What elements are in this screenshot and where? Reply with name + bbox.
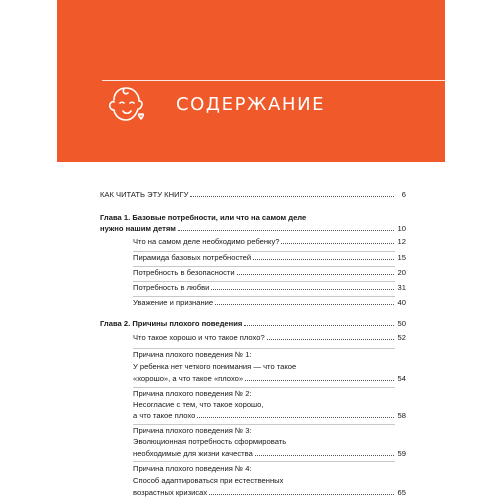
chapter-1-page: 10 (397, 224, 406, 233)
toc-entry-label: Потребность в безопасности (133, 268, 235, 277)
toc-entry-label: «хорошо», а что такое «плохо» (133, 374, 244, 383)
leader-dots (211, 289, 394, 290)
toc-entry-page: 6 (401, 190, 406, 199)
separator (133, 424, 395, 425)
leader-dots (267, 339, 394, 340)
toc-entry-label: Что на самом деле необходимо ребенку? (133, 237, 280, 246)
book-page (57, 0, 445, 500)
toc-entry-label: Потребность в любви (133, 283, 210, 292)
toc-entry-page: 31 (397, 283, 406, 292)
leader-dots (209, 494, 394, 495)
separator (133, 387, 395, 388)
chapter-2-page: 50 (397, 319, 406, 328)
leader-dots (244, 325, 394, 326)
toc-entry-label: а что такое плохо (133, 411, 196, 420)
leader-dots (245, 380, 394, 381)
leader-dots (215, 304, 394, 305)
toc-entry[interactable] (133, 488, 406, 497)
toc-entry-line[interactable]: Причина плохого поведения № 3: (133, 426, 252, 435)
chapter-1-title[interactable]: Глава 1. Базовые потребности, или что на самом деле (100, 213, 307, 222)
toc-entry[interactable] (133, 374, 406, 383)
separator (133, 296, 395, 297)
toc-entry-page: 52 (397, 333, 406, 342)
toc-entry-page: 65 (397, 488, 406, 497)
toc-entry[interactable] (133, 237, 406, 246)
toc-entry-page: 54 (397, 374, 406, 383)
leader-dots (190, 196, 394, 197)
leader-dots (253, 259, 394, 260)
toc-entry-line[interactable]: Причина плохого поведения № 2: (133, 389, 252, 398)
toc-entry-label: необходимые для жизни качества (133, 449, 253, 458)
separator (133, 348, 395, 349)
toc-entry-line[interactable]: У ребенка нет четкого понимания — что такое (133, 362, 297, 371)
toc-entry-line[interactable]: Способ адаптироваться при естественных (133, 476, 284, 485)
toc-entry-label: возрастных кризисах (133, 488, 208, 497)
toc-entry-line[interactable]: Причина плохого поведения № 1: (133, 350, 252, 359)
chapter-2-entry[interactable] (100, 319, 406, 328)
toc-entry-line[interactable]: Эволюционная потребность сформировать (133, 437, 287, 446)
chapter-2-title: Глава 2. Причины плохого поведения (100, 319, 243, 328)
toc-entry[interactable] (133, 333, 406, 342)
contents-header (57, 0, 445, 162)
leader-dots (178, 230, 394, 231)
header-rule (102, 80, 445, 81)
leader-dots (197, 417, 394, 418)
toc-entry[interactable] (133, 253, 406, 262)
toc-entry-page: 15 (397, 253, 406, 262)
toc-entry[interactable] (133, 411, 406, 420)
toc-entry[interactable] (133, 298, 406, 307)
toc-entry[interactable] (133, 283, 406, 292)
toc-entry-page: 20 (397, 268, 406, 277)
toc-entry-page: 12 (397, 237, 406, 246)
separator (133, 281, 395, 282)
toc-entry-label: Что такое хорошо и что такое плохо? (133, 333, 265, 342)
toc-entry-label: Пирамида базовых потребностей (133, 253, 252, 262)
separator (133, 251, 395, 252)
toc-entry-label: КАК ЧИТАТЬ ЭТУ КНИГУ (100, 190, 189, 199)
separator (133, 266, 395, 267)
toc-entry-label: Уважение и признание (133, 298, 214, 307)
toc-entry-line[interactable]: Несогласие с тем, что такое хорошо, (133, 400, 264, 409)
leader-dots (255, 455, 394, 456)
toc-entry[interactable] (133, 449, 406, 458)
toc-entry-page: 59 (397, 449, 406, 458)
toc-entry-line[interactable]: Причина плохого поведения № 4: (133, 464, 252, 473)
chapter-1-title-line2: нужно нашим детям (100, 224, 176, 233)
toc-entry[interactable] (133, 268, 406, 277)
toc-entry-how-to-read[interactable] (100, 190, 406, 199)
toc-entry-page: 58 (397, 411, 406, 420)
chapter-1-entry[interactable] (100, 224, 406, 233)
leader-dots (281, 243, 394, 244)
separator (133, 461, 395, 462)
leader-dots (237, 274, 394, 275)
page-title: СОДЕРЖАНИЕ (176, 94, 326, 115)
baby-face-icon (105, 86, 147, 124)
toc-entry-page: 40 (397, 298, 406, 307)
